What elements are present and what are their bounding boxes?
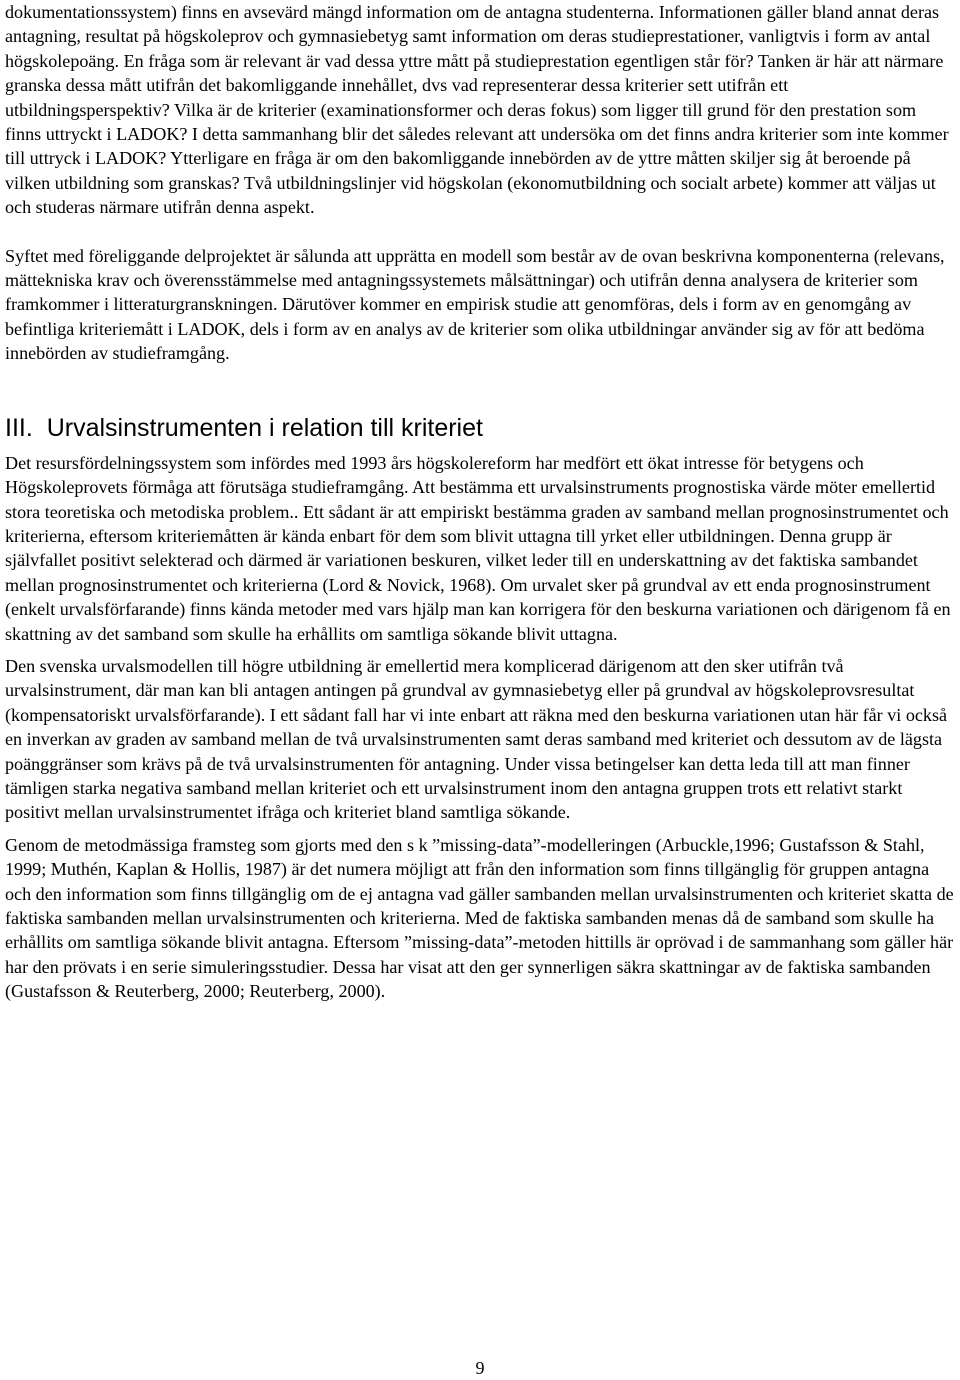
paragraph-intro-continued: dokumentationssystem) finns en avsevärd mängd information om de antagna studenterna. Informationen gäller bland annat deras antagning, resultat på högskoleprov och gymnasiebetyg samt information om deras studieprestationer, vanligtvis i form av antal högskolepoäng. En fråga som är relevant är vad dessa yttre mått på studieprestation egentligen står för? Tanken är här att närmare granska dessa mått utifrån det bakomliggande innehållet, dvs vad representerar dessa kriterier sett utifrån ett utbildningsperspektiv? Vilka är de kriterier (examinationsformer och deras fokus) som ligger till grund för den prestation som finns uttryckt i LADOK? I detta sammanhang blir det således relevant att undersöka om det finns andra kriterier som inte kommer till uttryck i LADOK? Ytterligare en fråga är om den bakomliggande innebörden av de yttre måtten skiljer sig åt beroende på vilken utbildning som granskas? Två utbildningslinjer vid högskolan (ekonomutbildning och socialt arbete) kommer att väljas ut och studeras närmare utifrån denna aspekt. — [5, 2, 949, 218]
section-title: Urvalsinstrumenten i relation till kriteriet — [46, 413, 483, 442]
section-number: III. — [5, 413, 33, 442]
paragraph-section-1: Det resursfördelningssystem som infördes med 1993 års högskolereform har medfört ett ökat intresse för betygens och Högskoleprovets förmåga att förutsäga studieframgång. Att bestämma ett urvalsinstruments prognostiska värde möter emellertid stora teoretiska och metodiska problem.. Ett sådant är att empiriskt bestämma graden av samband mellan prognosinstrumentet och kriterierna, eftersom kriteriemåtten är kända enbart för dem som blivit uttagna till yrket eller utbildningen. Denna grupp är självfallet positivt selekterad och därmed är variationen beskuren, vilket leder till en underskattning av det faktiska sambandet mellan prognosinstrumentet och kriterierna (Lord & Novick, 1968). Om urvalet sker på grundval av ett enda prognosinstrument (enkelt urvalsförfarande) finns kända metoder med vars hjälp man kan korrigera för den beskurna variationen och därigenom få en skattning av det samband som skulle ha erhållits om samtliga sökande blivit uttagna. — [5, 452, 951, 644]
document-page — [5, 0, 956, 1004]
paragraph-section-2: Den svenska urvalsmodellen till högre utbildning är emellertid mera komplicerad därigenom att den sker utifrån två urvalsinstrument, där man kan bli antagen antingen på grundval av gymnasiebetyg eller på grundval av högskoleprovsresultat (kompensatoriskt urvalsförfarande). I ett sådant fall har vi inte enbart att räkna med den beskurna variationen utan här får vi också en inverkan av graden av samband mellan de två urvalsinstrumenten samt deras samband med kriteriet och dessutom av de lägsta poänggränser som krävs på de två urvalsinstrumenten för antagning. Under vissa betingelser kan detta leda till att man finner tämligen starka negativa samband mellan kriteriet och ett urvalsinstrument inom den antagna gruppen trots ett relativt starkt positivt mellan urvalsinstrumentet ifråga och kriteriet bland samtliga sökande. — [5, 655, 948, 823]
paragraph-purpose: Syftet med föreliggande delprojektet är sålunda att upprätta en modell som består av de ovan beskrivna komponenterna (relevans, mättekniska krav och överensstämmelse med antagningssystemets målsättningar) och utifrån denna analysera de kriterier som framkommer i litteraturgranskningen. Därutöver kommer en empirisk studie att genomföras, dels i form av en genomgång av befintliga kriteriemått i LADOK, dels i form av en analys av de kriterier som olika utbildningar använder sig av för att bedöma innebörden av studieframgång. — [5, 245, 945, 364]
section-heading — [5, 413, 956, 443]
paragraph-section-3: Genom de metodmässiga framsteg som gjorts med den s k ”missing-data”-modelleringen (Arbuckle,1996; Gustafsson & Stahl, 1999; Muthén, Kaplan & Hollis, 1987) är det numera möjligt att från den information som finns tillgänglig för gruppen antagna och den information som finns tillgänglig om de ej antagna vad gäller sambanden mellan urvalsinstrumenten och kriteriet skatta de faktiska sambanden mellan urvalsinstrumenten och kriterierna. Med de faktiska sambanden menas då de samband som skulle ha erhållits om samtliga sökande blivit antagna. Eftersom ”missing-data”-metoden hittills är oprövad i de sammanhang som gäller här har den prövats i en serie simuleringsstudier. Dessa har visat att den ger synnerligen säkra skattningar av de faktiska sambanden (Gustafsson & Reuterberg, 2000; Reuterberg, 2000). — [5, 834, 954, 1002]
page-number: 9 — [475, 1358, 485, 1378]
